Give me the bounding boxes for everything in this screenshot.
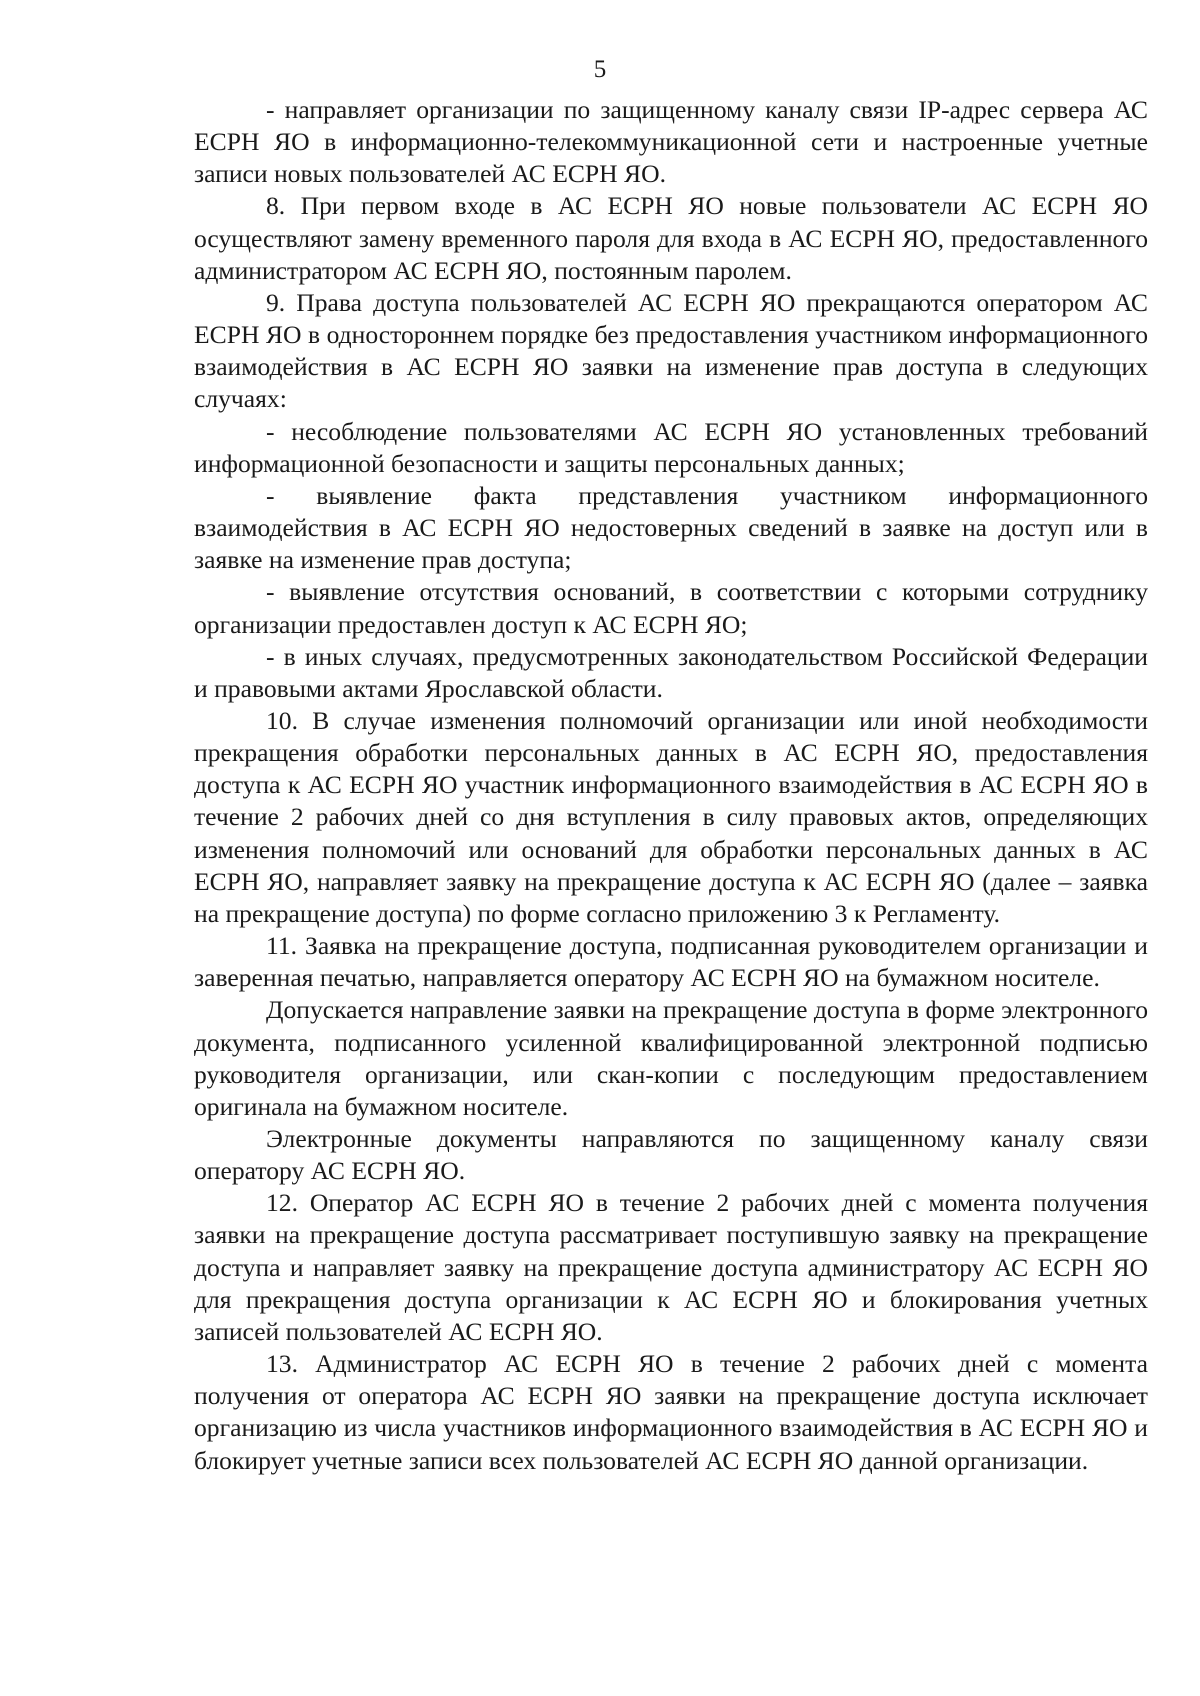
paragraph-ip-address: - направляет организации по защищенному каналу связи IP-адрес сервера АС ЕСРН ЯО в информационно-телекоммуникационной сети и настроенные учетные записи новых пользователей АС ЕСРН ЯО. (194, 95, 1148, 189)
paragraph-9: 9. Права доступа пользователей АС ЕСРН ЯО прекращаются оператором АС ЕСРН ЯО в одностороннем порядке без предоставления участником информационного взаимодействия в АС ЕСРН ЯО заявки на изменение прав доступа в следующих случаях: (194, 287, 1148, 414)
paragraph-9-case-4: - в иных случаях, предусмотренных законодательством Российской Федерации и правовыми актами Ярославской области. (194, 641, 1148, 703)
paragraph-11-electronic: Допускается направление заявки на прекращение доступа в форме электронного документа, подписанного усиленной квалифицированной электронной подписью руководителя организации, или скан-копии с последующим предоставлением оригинала на бумажном носителе. (194, 995, 1148, 1121)
document-body (194, 94, 1148, 1477)
paragraph-10: 10. В случае изменения полномочий организации или иной необходимости прекращения обработки персональных данных в АС ЕСРН ЯО, предоставления доступа к АС ЕСРН ЯО участник информационного взаимодействия в АС ЕСРН ЯО в течение 2 рабочих дней со дня вступления в силу правовых актов, определяющих изменения полномочий или оснований для обработки персональных данных в АС ЕСРН ЯО, направляет заявку на прекращение доступа к АС ЕСРН ЯО (далее – заявка на прекращение доступа) по форме согласно приложению 3 к Регламенту. (194, 705, 1148, 928)
page-number: 5 (593, 56, 607, 83)
paragraph-12: 12. Оператор АС ЕСРН ЯО в течение 2 рабочих дней с момента получения заявки на прекращение доступа рассматривает поступившую заявку на прекращение доступа и направляет заявку на прекращение доступа администратору АС ЕСРН ЯО для прекращения доступа организации к АС ЕСРН ЯО и блокирования учетных записей пользователей АС ЕСРН ЯО. (194, 1188, 1148, 1346)
paragraph-11: 11. Заявка на прекращение доступа, подписанная руководителем организации и заверенная печатью, направляется оператору АС ЕСРН ЯО на бумажном носителе. (194, 931, 1148, 993)
paragraph-9-case-2: - выявление факта представления участником информационного взаимодействия в АС ЕСРН ЯО недостоверных сведений в заявке на доступ или в заявке на изменение прав доступа; (194, 480, 1148, 575)
paragraph-9-case-1: - несоблюдение пользователями АС ЕСРН ЯО установленных требований информационной безопасности и защиты персональных данных; (194, 416, 1148, 478)
paragraph-8: 8. При первом входе в АС ЕСРН ЯО новые пользователи АС ЕСРН ЯО осуществляют замену временного пароля для входа в АС ЕСРН ЯО, предоставленного администратором АС ЕСРН ЯО, постоянным паролем. (194, 191, 1148, 285)
paragraph-11-channel: Электронные документы направляются по защищенному каналу связи оператору АС ЕСРН ЯО. (194, 1124, 1148, 1186)
paragraph-9-case-3: - выявление отсутствия оснований, в соответствии с которыми сотруднику организации предоставлен доступ к АС ЕСРН ЯО; (194, 577, 1148, 639)
paragraph-13: 13. Администратор АС ЕСРН ЯО в течение 2 рабочих дней с момента получения от оператора АС ЕСРН ЯО заявки на прекращение доступа исключает организацию из числа участников информационного взаимодействия в АС ЕСРН ЯО и блокирует учетные записи всех пользователей АС ЕСРН ЯО данной организации. (194, 1349, 1148, 1475)
